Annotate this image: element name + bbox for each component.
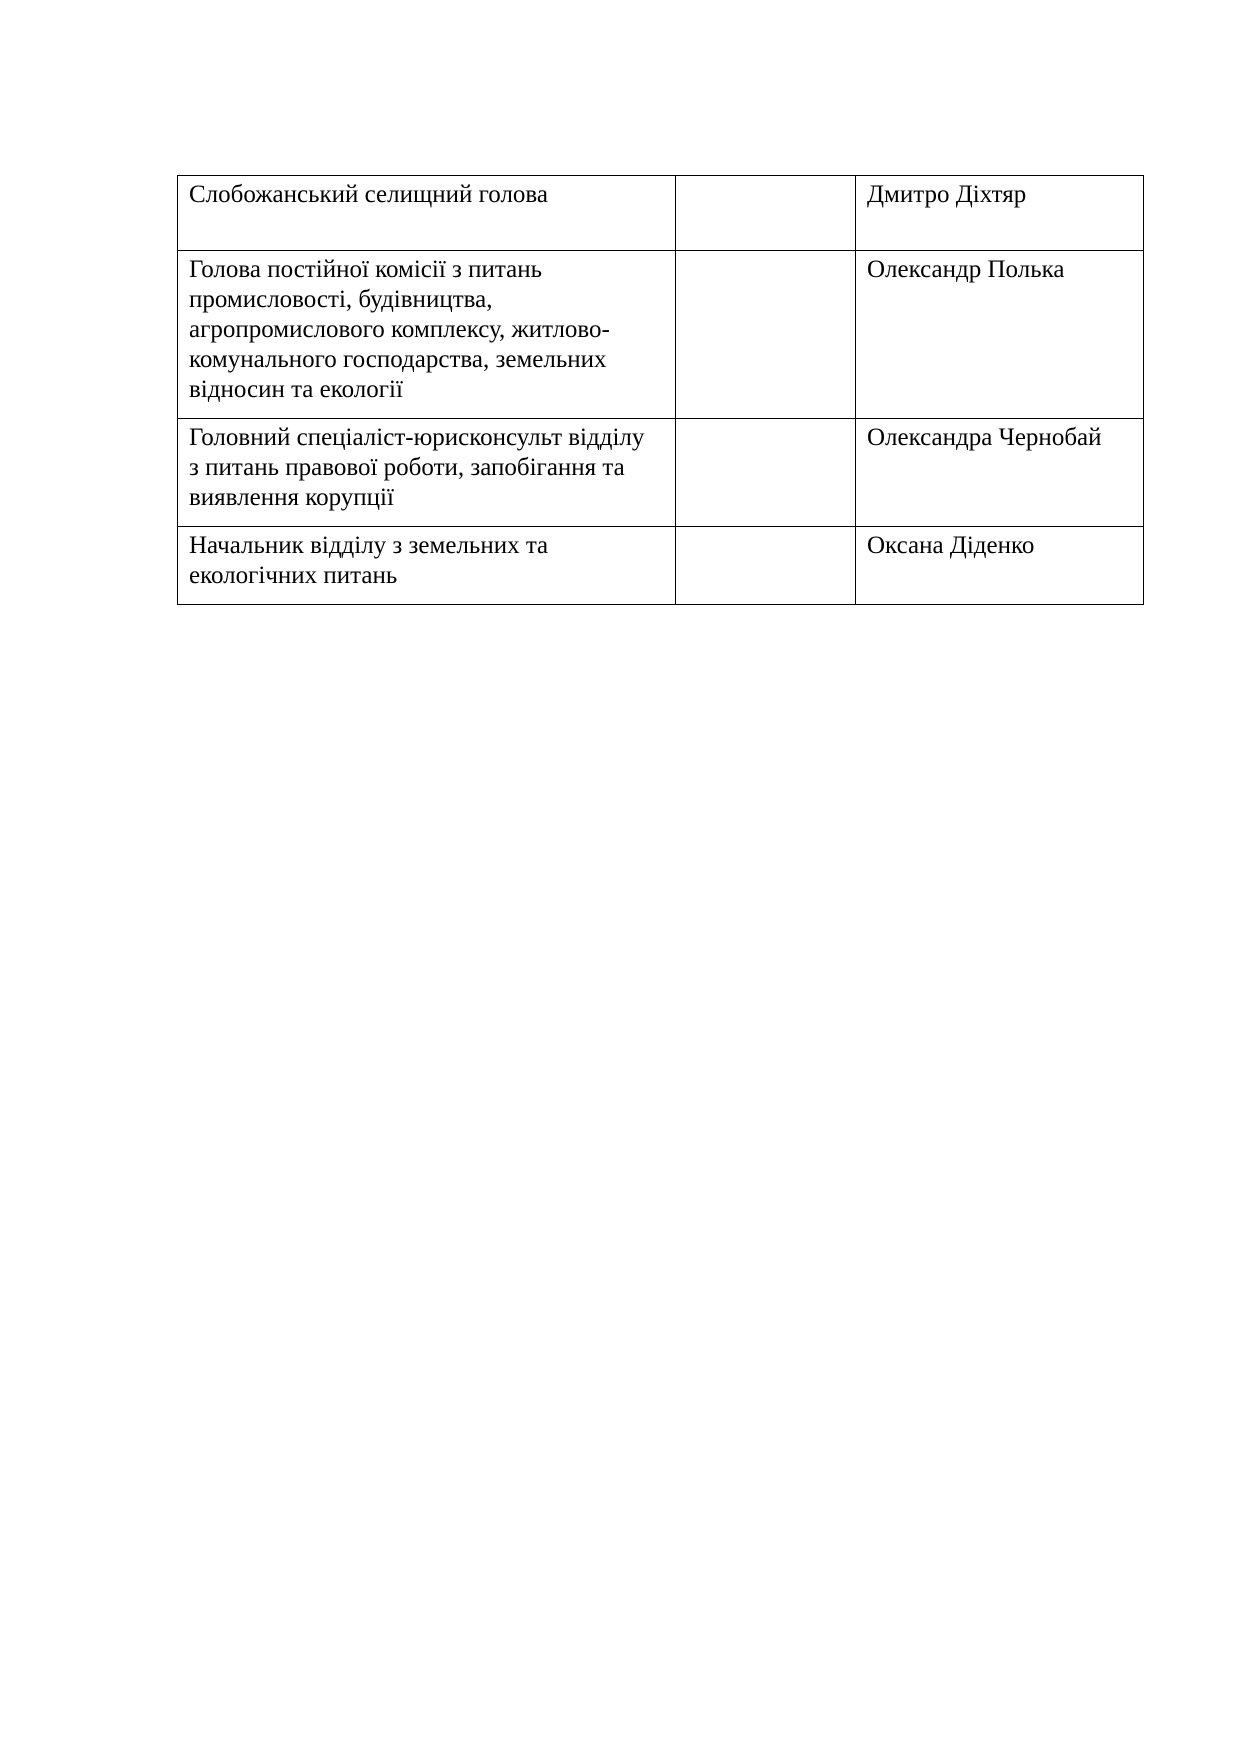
position-cell: Слобожанський селищний голова	[178, 176, 676, 251]
signatures-table	[177, 175, 1144, 605]
name-cell: Дмитро Діхтяр	[856, 176, 1144, 251]
table-row	[178, 527, 1144, 605]
signature-cell	[676, 527, 856, 605]
position-cell: Голова постійної комісії з питань промисловості, будівництва, агропромислового комплексу, житлово- комунального господарства, земельних відносин та екології	[178, 251, 676, 419]
signature-cell	[676, 419, 856, 527]
table-row	[178, 419, 1144, 527]
signature-cell	[676, 251, 856, 419]
signature-cell	[676, 176, 856, 251]
table-row	[178, 176, 1144, 251]
position-cell: Начальник відділу з земельних та екологічних питань	[178, 527, 676, 605]
position-cell: Головний спеціаліст-юрисконсульт відділу з питань правової роботи, запобігання та виявлення корупції	[178, 419, 676, 527]
table-row	[178, 251, 1144, 419]
name-cell: Олександр Полька	[856, 251, 1144, 419]
name-cell: Оксана Діденко	[856, 527, 1144, 605]
name-cell: Олександра Чернобай	[856, 419, 1144, 527]
